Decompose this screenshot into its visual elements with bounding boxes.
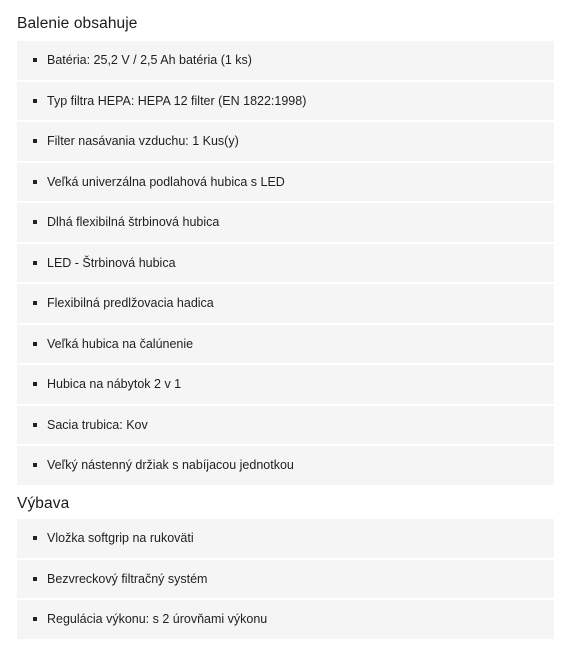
bullet-icon	[33, 220, 37, 224]
bullet-icon	[33, 139, 37, 143]
list-item-label: Flexibilná predlžovacia hadica	[47, 296, 214, 311]
list-item	[17, 519, 554, 558]
equipment-list	[17, 519, 554, 639]
bullet-icon	[33, 382, 37, 386]
list-item-label: Dlhá flexibilná štrbinová hubica	[47, 215, 220, 230]
list-item	[17, 122, 554, 161]
list-item-label: Batéria: 25,2 V / 2,5 Ah batéria (1 ks)	[47, 53, 252, 68]
list-item-label: Veľká hubica na čalúnenie	[47, 336, 194, 351]
bullet-icon	[33, 58, 37, 62]
list-item	[17, 203, 554, 242]
bullet-icon	[33, 536, 37, 540]
section-title-package-contents: Balenie obsahuje	[17, 15, 138, 32]
list-item-label: Bezvreckový filtračný systém	[47, 571, 208, 586]
list-item	[17, 41, 554, 80]
list-item	[17, 163, 554, 202]
bullet-icon	[33, 301, 37, 305]
bullet-icon	[33, 261, 37, 265]
list-item	[17, 365, 554, 404]
bullet-icon	[33, 577, 37, 581]
list-item	[17, 446, 554, 485]
bullet-icon	[33, 99, 37, 103]
bullet-icon	[33, 463, 37, 467]
list-item	[17, 82, 554, 121]
list-item-label: Hubica na nábytok 2 v 1	[47, 377, 182, 392]
list-item	[17, 284, 554, 323]
list-item-label: Regulácia výkonu: s 2 úrovňami výkonu	[47, 612, 268, 627]
section-title-equipment: Výbava	[17, 495, 70, 512]
list-item	[17, 406, 554, 445]
list-item	[17, 325, 554, 364]
bullet-icon	[33, 342, 37, 346]
list-item-label: Veľký nástenný držiak s nabíjacou jednotkou	[47, 458, 294, 473]
package-contents-list	[17, 41, 554, 484]
list-item	[17, 560, 554, 599]
list-item-label: Vložka softgrip na rukoväti	[47, 531, 194, 546]
bullet-icon	[33, 423, 37, 427]
list-item-label: Filter nasávania vzduchu: 1 Kus(y)	[47, 134, 239, 149]
bullet-icon	[33, 617, 37, 621]
list-item	[17, 600, 554, 639]
list-item-label: Typ filtra HEPA: HEPA 12 filter (EN 1822:1998)	[47, 93, 307, 108]
bullet-icon	[33, 180, 37, 184]
list-item-label: Sacia trubica: Kov	[47, 417, 148, 432]
list-item	[17, 244, 554, 283]
list-item-label: Veľká univerzálna podlahová hubica s LED	[47, 174, 285, 189]
list-item-label: LED - Štrbinová hubica	[47, 255, 176, 270]
